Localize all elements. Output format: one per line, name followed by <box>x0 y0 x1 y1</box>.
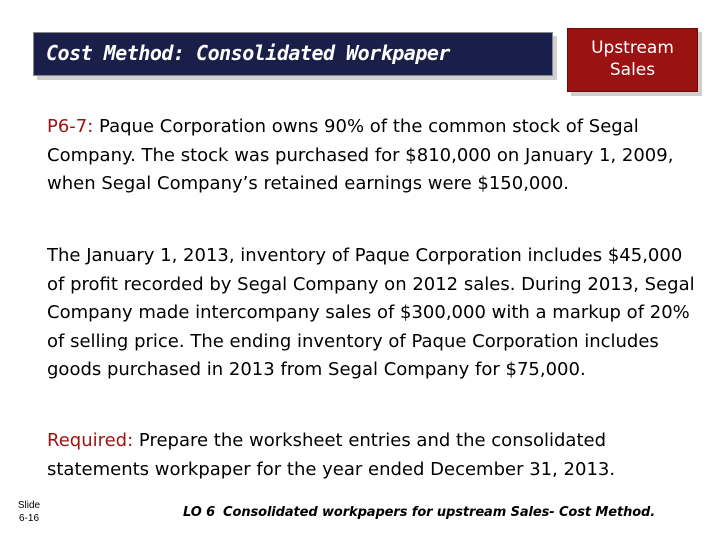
required-text: Prepare the worksheet entries and the consolidated statements workpaper for the year ended December 31, 2013. <box>47 430 616 480</box>
required-paragraph <box>47 427 697 484</box>
problem-text-1: Paque Corporation owns 90% of the common stock of Segal Company. The stock was purchased for $810,000 on January 1, 2009, when Segal Company’s retained earnings were $150,000. <box>47 116 674 194</box>
problem-label: P6-7: <box>47 116 94 137</box>
required-label: Required: <box>47 430 134 451</box>
upstream-sales-badge <box>567 28 698 92</box>
slide-title: Cost Method: Consolidated Workpaper <box>46 41 450 65</box>
lo-number: LO 6 <box>183 505 216 520</box>
badge-line-1: Upstream <box>591 38 674 58</box>
problem-detail-paragraph <box>47 242 697 385</box>
slide-number <box>12 499 46 525</box>
problem-text-2: The January 1, 2013, inventory of Paque Corporation includes $45,000 of profit recorded by Segal Company on 2012 sales. During 2013, Segal Company made intercompany sales of $300,000 with a markup of 20% of selling price. The ending inventory of Paque Corporation includes goods purchased in 2013 from Segal Company for $75,000. <box>47 245 695 380</box>
badge-line-2: Sales <box>609 60 656 80</box>
slide-label: Slide <box>17 500 41 511</box>
problem-intro-paragraph <box>47 113 697 199</box>
title-bar <box>33 32 553 76</box>
slide-number-value: 6-16 <box>18 513 39 524</box>
lo-text: Consolidated workpapers for upstream Sales- Cost Method. <box>223 505 656 520</box>
learning-objective-footer <box>183 505 655 520</box>
